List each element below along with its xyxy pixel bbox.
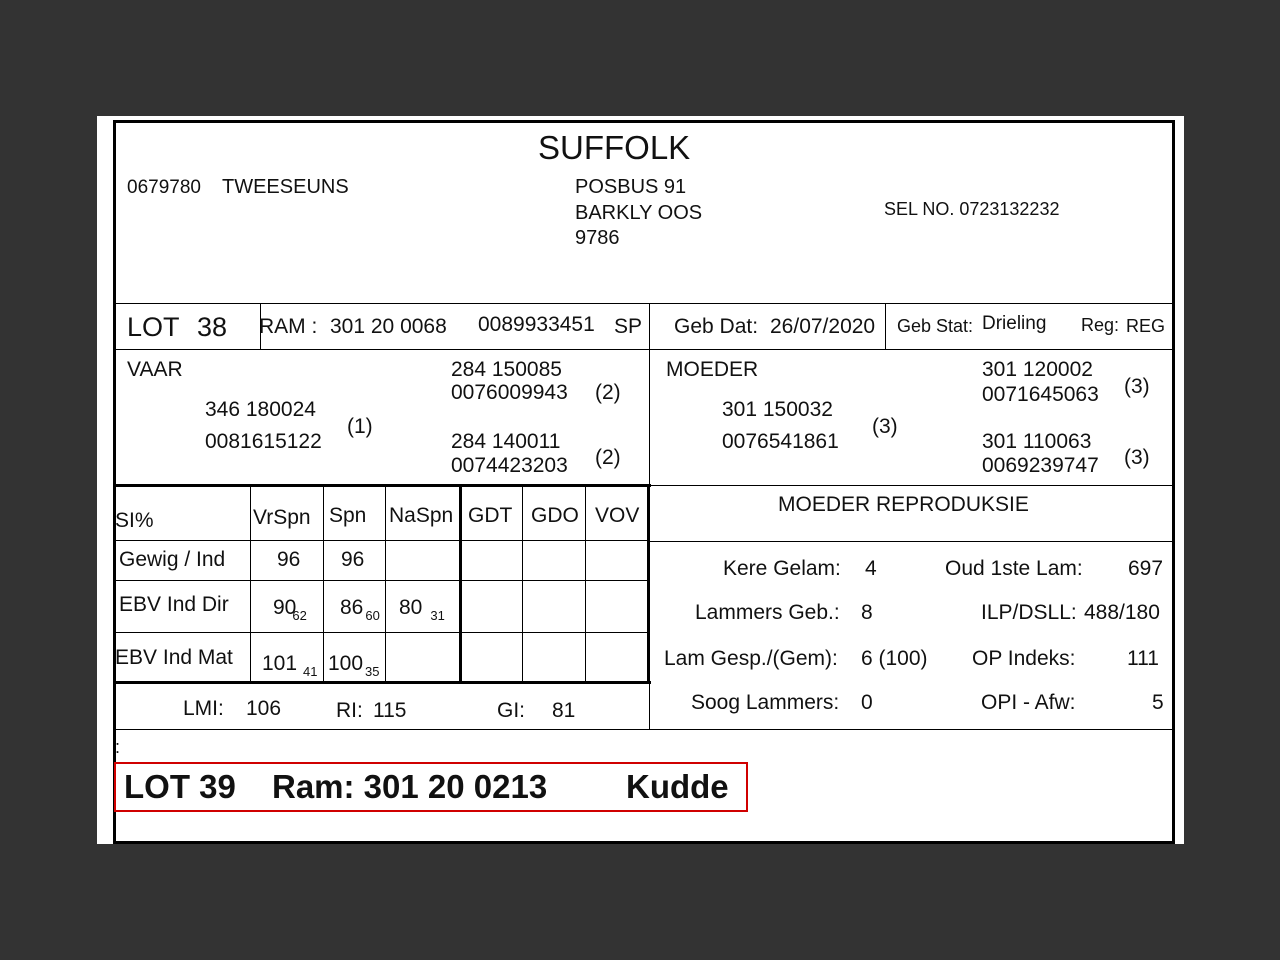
lammers-geb-value: 8 [861,601,873,624]
divider [113,484,651,487]
reg-label: Reg: [1081,315,1120,335]
dam-dam-number: 301 110063 [982,430,1092,453]
lmi-label: LMI: [183,697,224,720]
si-header: SI% [115,509,154,532]
divider [459,486,462,682]
ebv-mat-vrspn: 101 $_{41}$ [262,652,318,679]
gewig-vrspn: 96 [277,548,301,571]
lot-number: 38 [197,312,228,342]
sire-sire-id: 0076009943 [451,381,568,404]
row-label-gewig: Gewig / Ind [119,548,226,571]
birth-status: Drieling [982,313,1047,334]
next-flock-label: Kudde [626,768,729,805]
gi-label: GI: [497,699,526,722]
divider [115,580,649,581]
ilp-label: ILP/DSLL: [981,601,1077,624]
vrspn-header: VrSpn [253,506,311,529]
breeder-name: TWEESEUNS [222,176,349,198]
sire-note: (1) [347,415,373,438]
dam-dam-id: 0069239747 [982,454,1099,477]
dam-note: (3) [872,415,898,438]
ebv-mat-spn: 100 $_{35}$ [328,652,380,679]
opi-value: 5 [1152,691,1164,714]
next-lot-label: LOT 39 [124,768,236,805]
divider [115,729,1173,730]
dam-id: 0076541861 [722,430,839,453]
gewig-spn: 96 [341,548,365,571]
dam-number: 301 150032 [722,398,833,421]
kere-gelam-value: 4 [865,557,877,580]
dam-label: MOEDER [666,358,759,381]
sire-id: 0081615122 [205,430,322,453]
row-label-ebv-mat: EBV Ind Mat [115,646,233,669]
divider [885,303,886,349]
divider [113,681,651,684]
ram-number: 301 20 0068 [330,315,447,338]
sire-sire-note: (2) [595,381,621,404]
divider [647,484,650,684]
ram-label: RAM : [259,315,318,338]
spn-header: Spn [329,504,367,527]
opi-label: OPI - Afw: [981,691,1076,714]
sire-dam-note: (2) [595,446,621,469]
stray-colon: : [115,737,121,757]
ri-label: RI: [336,699,363,722]
sire-sire-number: 284 150085 [451,358,562,381]
lot-label: LOT [127,312,180,342]
address-line-1: POSBUS 91 [575,176,687,198]
address-line-3: 9786 [575,227,620,249]
divider [649,541,1173,542]
breeder-number: 0679780 [127,177,201,198]
divider [649,485,1173,486]
sire-label: VAAR [127,358,183,381]
lammers-geb-label: Lammers Geb.: [695,601,840,624]
gi-value: 81 [552,699,576,722]
birth-status-label: Geb Stat: [897,316,974,336]
ebv-dir-spn: 86 $_{60}$ [340,596,380,623]
cell-number: SEL NO. 0723132232 [884,199,1060,219]
divider [115,349,1173,350]
dam-dam-note: (3) [1124,446,1150,469]
row-label-ebv-dir: EBV Ind Dir [119,593,229,616]
gdt-header: GDT [468,504,513,527]
divider [385,486,386,682]
divider [250,486,251,682]
ram-id: 0089933451 [478,313,595,336]
ilp-value: 488/180 [1084,601,1160,624]
next-ram-label: Ram: 301 20 0213 [272,768,548,805]
sire-dam-id: 0074423203 [451,454,568,477]
soog-value: 0 [861,691,873,714]
sire-number: 346 180024 [205,398,316,421]
kere-gelam-label: Kere Gelam: [723,557,841,580]
sp-code: SP [614,315,643,338]
divider [323,486,324,682]
op-label: OP Indeks: [972,647,1076,670]
breed-title: SUFFOLK [538,129,691,166]
ebv-dir-vrspn: $90_{62}$ [273,596,307,623]
birth-date-label: Geb Dat: [674,315,759,338]
divider [522,486,523,682]
divider [585,486,586,682]
vov-header: VOV [595,504,640,527]
reproduction-title: MOEDER REPRODUKSIE [778,493,1029,516]
soog-label: Soog Lammers: [691,691,840,714]
ebv-dir-naspn: 80 $_{31}$ [399,596,445,623]
sire-dam-number: 284 140011 [451,430,561,453]
gdo-header: GDO [531,504,579,527]
birth-date: 26/07/2020 [770,315,876,338]
dam-sire-number: 301 120002 [982,358,1093,381]
op-value: 111 [1127,647,1159,670]
lam-gesp-value: 6 (100) [861,647,928,670]
lmi-value: 106 [246,697,282,720]
reg-status: REG [1126,316,1166,336]
naspn-header: NaSpn [389,504,454,527]
oud-label: Oud 1ste Lam: [945,557,1083,580]
ri-value: 115 [373,699,407,722]
dam-sire-id: 0071645063 [982,383,1099,406]
oud-value: 697 [1128,557,1164,580]
address-line-2: BARKLY OOS [575,202,703,224]
lot-card-frame [113,120,1175,844]
divider [115,303,1173,304]
divider [115,540,649,541]
divider [115,632,649,633]
lam-gesp-label: Lam Gesp./(Gem): [664,647,838,670]
dam-sire-note: (3) [1124,375,1150,398]
